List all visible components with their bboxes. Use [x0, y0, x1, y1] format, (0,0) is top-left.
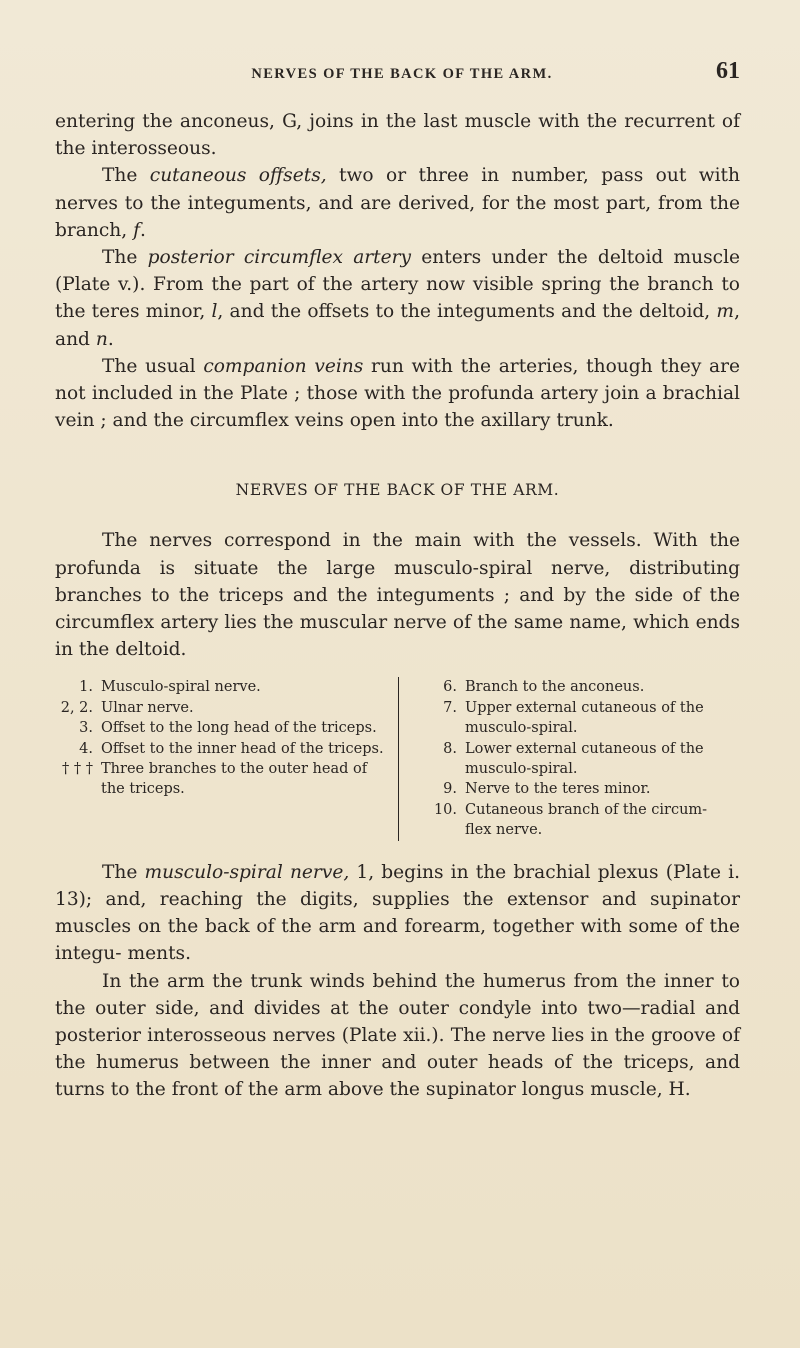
- italic-letter: n: [95, 328, 108, 350]
- paragraph-text: run with the arteries, though they are not included in the Plate ; those with the profunda artery join a brachial vein ; and the circumflex veins open into the axillary trunk.: [55, 355, 740, 432]
- paragraph-section-intro: The nerves correspond in the main with the vessels. With the profunda is situate the large musculo-spiral nerve, distributing branches to the triceps and the integuments ; and by the side of the circumflex artery lies the muscular nerve of the same name, which ends in the deltoid.: [55, 530, 740, 661]
- legend-item: [413, 677, 734, 697]
- legend-number: † † †: [62, 761, 93, 778]
- legend-text: Three branches to the outer head of the triceps.: [101, 761, 368, 798]
- paragraph-text: 1, begins in the brachial plexus (Plate i. 13); and, reaching the digits, supplies the extensor and supinator muscles on the back of the arm and forearm, together with some of the integu- ments.: [55, 861, 740, 965]
- paragraph-companion-veins: [55, 353, 740, 435]
- paragraph-musculo-spiral: [55, 859, 740, 968]
- paragraph-trunk-course: [55, 968, 740, 1104]
- paragraph-text: , and: [55, 301, 740, 350]
- italic-term: companion veins: [203, 355, 364, 377]
- italic-letter: f: [133, 219, 140, 241]
- legend-item: [413, 739, 734, 780]
- legend-number: 2, 2.: [60, 699, 93, 716]
- section-heading: NERVES OF THE BACK OF THE ARM.: [235, 481, 560, 500]
- legend-number: 6.: [443, 679, 457, 696]
- legend-number: 9.: [443, 781, 457, 798]
- legend-text: Cutaneous branch of the circum- flex nerve.: [465, 801, 708, 839]
- legend-number: 10.: [433, 801, 457, 818]
- page-body: [55, 108, 740, 1104]
- legend-right-column: [399, 677, 734, 840]
- paragraph-text: enters under the deltoid muscle (Plate v.). From the part of the artery now visible spring the branch to the teres minor,: [55, 247, 741, 323]
- legend-number: 7.: [443, 699, 457, 716]
- legend-item: [55, 739, 386, 759]
- italic-letter: m: [716, 301, 735, 323]
- figure-legend: [55, 677, 740, 840]
- paragraph-text: The: [102, 165, 150, 187]
- paragraph-text: The usual: [102, 355, 204, 377]
- paragraph-text: .: [139, 219, 146, 241]
- paragraph-text: The: [102, 247, 148, 269]
- legend-number: 3.: [79, 720, 93, 737]
- paragraph-text: In the arm the trunk winds behind the humerus from the inner to the outer side, and divides at the outer condyle into two—radial and posterior interosseous nerves (Plate xii.). The nerve lies in the groove of the humerus between the inner and outer heads of the triceps, and turns to the front of the arm above the supinator longus muscle, H.: [55, 970, 740, 1101]
- legend-left-column: [55, 677, 399, 840]
- paragraph-cutaneous-offsets: [55, 162, 740, 244]
- legend-item: [413, 698, 734, 739]
- legend-item: [55, 677, 386, 697]
- legend-item: [413, 779, 734, 799]
- legend-text: Offset to the inner head of the triceps.: [101, 740, 384, 757]
- legend-number: 4.: [79, 740, 93, 757]
- legend-text: Musculo-spiral nerve.: [101, 679, 261, 696]
- paragraph-posterior-circumflex: [55, 244, 740, 353]
- running-title: NERVES OF THE BACK OF THE ARM.: [251, 66, 553, 82]
- legend-text: Upper external cutaneous of the musculo-spiral.: [465, 699, 704, 737]
- italic-term: posterior circumflex artery: [147, 247, 412, 269]
- italic-term: musculo-spiral nerve,: [144, 861, 350, 883]
- paragraph-text: entering the anconeus, G, joins in the last muscle with the recurrent of the interosseous.: [55, 111, 740, 160]
- page-number: 61: [716, 58, 740, 84]
- legend-text: Ulnar nerve.: [101, 699, 194, 716]
- italic-term: cutaneous offsets,: [149, 165, 327, 187]
- paragraph-text: .: [107, 328, 114, 350]
- legend-text: Offset to the long head of the triceps.: [101, 720, 377, 737]
- paragraph-text: The: [102, 861, 145, 883]
- legend-item: [413, 800, 734, 841]
- legend-number: 8.: [443, 740, 457, 757]
- running-head: [64, 58, 740, 86]
- italic-letter: l: [211, 301, 218, 323]
- legend-text: Lower external cutaneous of the musculo-spiral.: [465, 740, 704, 778]
- legend-item: [55, 718, 386, 738]
- paragraph-anconeus: [55, 108, 740, 162]
- legend-item: [55, 698, 386, 718]
- legend-item: [55, 759, 386, 800]
- legend-text: Branch to the anconeus.: [465, 679, 645, 696]
- paragraph-text: , and the offsets to the integuments and the deltoid,: [217, 301, 717, 323]
- legend-text: Nerve to the teres minor.: [465, 781, 651, 798]
- paragraph-text: two or three in number, pass out with nerves to the integuments, and are derived, for the most part, from the branch,: [55, 165, 740, 241]
- legend-number: 1.: [79, 679, 93, 696]
